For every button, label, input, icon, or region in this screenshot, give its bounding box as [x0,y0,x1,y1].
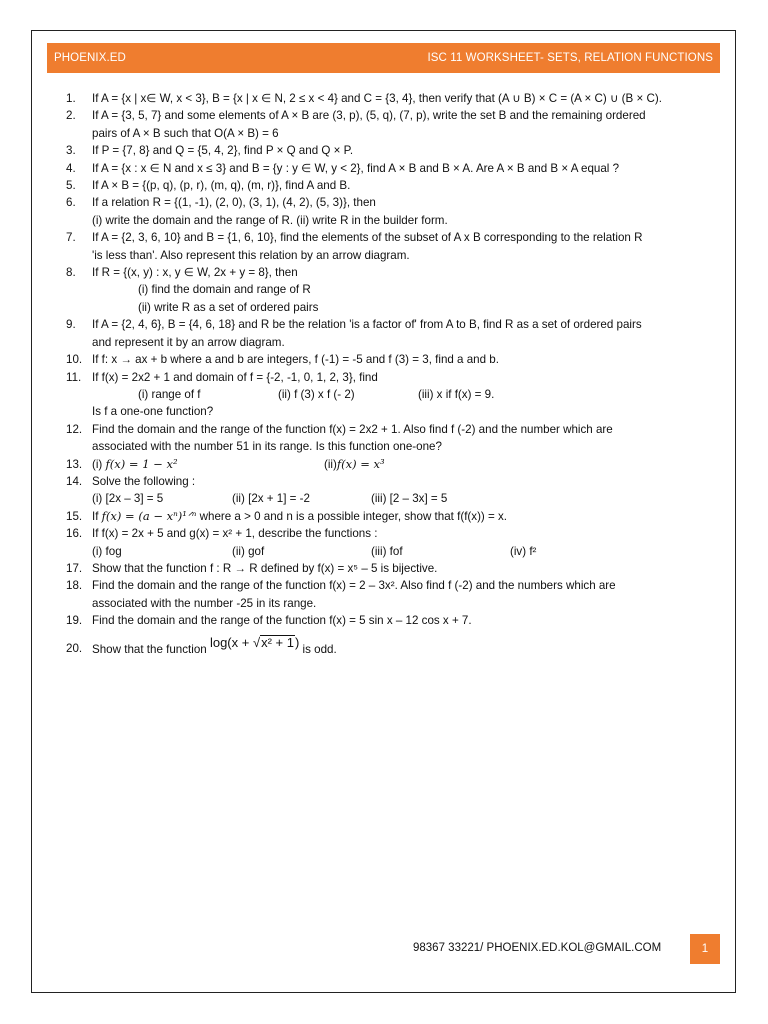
question-text: If a relation R = {(1, -1), (2, 0), (3, 1), (4, 2), (5, 3)}, then [92,196,376,210]
question-text: pairs of A × B such that O(A × B) = 6 [92,126,279,140]
question-15 [66,508,718,525]
sqrt-radicand: x² + 1 [261,634,294,650]
question-7 [66,229,718,264]
question-19 [66,612,718,629]
sub-question: (iii) fof [371,544,403,558]
question-text: and represent it by an arrow diagram. [92,335,285,349]
sub-label: (i) [92,457,106,471]
question-number: 6. [66,196,76,210]
math-expression: f(x) = x³ [336,456,385,471]
question-text: If f: x → ax + b where a and b are integers, f (-1) = -5 and f (3) = 3, find a and b. [92,353,499,367]
question-number: 10. [66,353,83,367]
question-number: 17. [66,561,83,575]
question-16 [66,525,718,560]
question-text: Show that the function [92,642,210,656]
question-number: 12. [66,422,83,436]
question-9 [66,316,718,351]
log-expression: log(x + √x² + 1) [209,634,300,650]
question-4 [66,160,718,177]
question-text: is odd. [299,642,337,656]
question-5 [66,177,718,194]
sub-question: (ii) write R as a set of ordered pairs [138,300,319,314]
sub-question: (i) find the domain and range of R [138,283,311,297]
question-text: If A × B = {(p, q), (p, r), (m, q), (m, r)}, find A and B. [92,179,351,193]
sub-question: (ii) f (3) x f (- 2) [278,387,355,401]
log-prefix: log(x + [209,634,253,650]
question-text: If A = {x | x∈ W, x < 3}, B = {x | x ∈ N, 2 ≤ x < 4} and C = {3, 4}, then verify that (A ∪ B) × C = (A × C) ∪ (B × C). [92,92,662,105]
math-expression: f(x) = 1 − x² [105,456,178,471]
question-text: 'is less than'. Also represent this relation by an arrow diagram. [92,248,410,262]
sub-label: (ii) [324,457,337,471]
question-text: If [92,509,102,523]
log-suffix: ) [294,634,300,650]
question-text: If f(x) = 2x2 + 1 and domain of f = {-2, -1, 0, 1, 2, 3}, find [92,370,378,384]
question-number: 5. [66,179,76,193]
question-number: 8. [66,266,76,280]
question-text: associated with the number -25 in its range. [92,596,317,610]
page-header [47,43,720,73]
question-14 [66,473,718,508]
question-text: If A = {2, 4, 6}, B = {4, 6, 18} and R be the relation 'is a factor of' from A to B, find R as a set of ordered pairs [92,318,642,332]
question-number: 7. [66,231,76,245]
sub-question: (ii) gof [232,544,265,558]
question-12 [66,421,718,456]
question-text: Solve the following : [92,474,196,488]
question-text: Find the domain and the range of the function f(x) = 5 sin x – 12 cos x + 7. [92,614,472,628]
question-list [66,90,718,658]
question-3 [66,142,718,159]
sub-question: (iii) x if f(x) = 9. [418,387,495,401]
math-expression: f(x) = (a − xⁿ)¹ᐟⁿ [101,508,197,523]
question-20 [66,634,718,658]
question-text: If P = {7, 8} and Q = {5, 4, 2}, find P × Q and Q × P. [92,144,354,158]
question-text: If f(x) = 2x + 5 and g(x) = x² + 1, describe the functions : [92,527,378,541]
question-17 [66,560,718,577]
question-number: 11. [66,370,82,384]
question-13 [66,456,718,473]
sub-question: (i) fog [92,544,122,558]
sub-question: (i) [2x – 3] = 5 [92,492,164,506]
question-number: 3. [66,144,76,158]
footer-contact: 98367 33221/ PHOENIX.ED.KOL@GMAIL.COM [413,942,662,954]
question-2 [66,107,718,142]
question-number: 16. [66,527,83,541]
sub-question: (i) range of f [138,387,201,401]
question-18 [66,577,718,612]
question-number: 1. [66,92,76,105]
question-number: 20. [66,641,83,655]
question-text: Is f a one-one function? [92,405,214,419]
question-text: If R = {(x, y) : x, y ∈ W, 2x + y = 8}, then [92,266,298,280]
question-number: 4. [66,161,76,175]
question-6 [66,194,718,229]
question-number: 13. [66,457,83,471]
question-number: 15. [66,509,83,523]
question-text: (i) write the domain and the range of R. (ii) write R in the builder form. [92,213,448,227]
question-text: If A = {2, 3, 6, 10} and B = {1, 6, 10}, find the elements of the subset of A x B corresponding to the relation R [92,231,643,245]
sub-question: (iv) f² [510,544,537,558]
question-11 [66,369,718,421]
question-text: where a > 0 and n is a possible integer, show that f(f(x)) = x. [196,509,508,523]
header-title: ISC 11 WORKSHEET- SETS, RELATION FUNCTIONS [427,52,713,64]
question-text: Find the domain and the range of the function f(x) = 2 – 3x². Also find f (-2) and the numbers which are [92,579,616,593]
question-text: If A = {3, 5, 7} and some elements of A × B are (3, p), (5, q), (7, p), write the set B and the remaining ordered [92,109,646,123]
question-8 [66,264,718,316]
question-text: associated with the number 51 in its range. Is this function one-one? [92,440,442,454]
sub-question: (iii) [2 – 3x] = 5 [371,492,448,506]
page-number: 1 [690,934,720,964]
question-number: 2. [66,109,76,123]
header-brand: PHOENIX.ED [54,52,126,64]
question-text: If A = {x : x ∈ N and x ≤ 3} and B = {y : y ∈ W, y < 2}, find A × B and B × A. Are A × B and B × A equal ? [92,161,620,175]
question-text: Find the domain and the range of the function f(x) = 2x2 + 1. Also find f (-2) and the number which are [92,422,613,436]
question-number: 19. [66,614,83,628]
sub-question: (ii) [2x + 1] = -2 [232,492,310,506]
question-number: 9. [66,318,76,332]
question-number: 14. [66,474,83,488]
question-1 [66,90,718,107]
question-text: Show that the function f : R → R defined by f(x) = x⁵ – 5 is bijective. [92,561,438,575]
question-10 [66,351,718,368]
question-number: 18. [66,579,83,593]
